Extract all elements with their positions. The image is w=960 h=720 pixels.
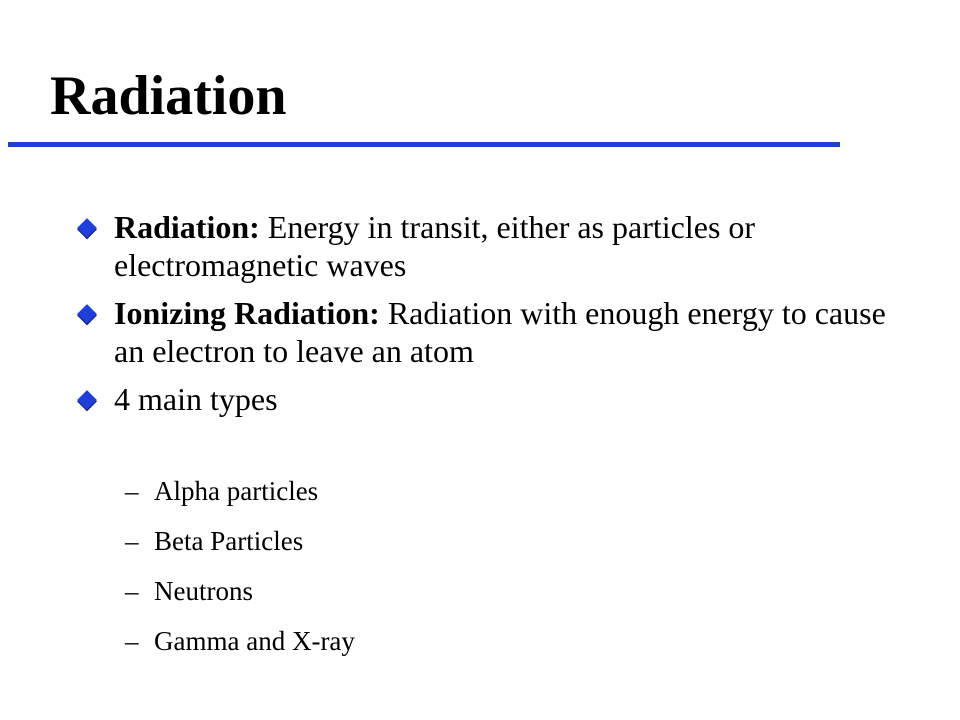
sub-bullet-item <box>125 516 355 566</box>
bullet-text: Radiation with enough energy to cause an electron to leave an atom <box>114 295 886 369</box>
bullet-item <box>80 294 900 370</box>
bullet-item <box>80 208 900 284</box>
diamond-bullet-icon <box>77 390 97 410</box>
sub-bullet-text: Beta Particles <box>154 526 304 556</box>
diamond-bullet-icon <box>77 304 97 324</box>
title-underline <box>8 142 840 147</box>
dash-marker: – <box>125 476 139 506</box>
dash-marker: – <box>125 576 139 606</box>
sub-bullet-item <box>125 616 355 666</box>
bullet-list <box>80 208 900 428</box>
bullet-item <box>80 380 900 418</box>
sub-bullet-item <box>125 466 355 516</box>
sub-bullet-text: Gamma and X-ray <box>154 626 355 656</box>
bullet-text: 4 main types <box>114 381 278 417</box>
bullet-text: Energy in transit, either as particles or electromagnetic waves <box>114 209 756 283</box>
diamond-bullet-icon <box>77 218 97 238</box>
bullet-term: Ionizing Radiation: <box>114 295 380 331</box>
dash-marker: – <box>125 526 139 556</box>
sub-bullet-item <box>125 566 355 616</box>
slide-title: Radiation <box>50 65 287 127</box>
bullet-term: Radiation: <box>114 209 260 245</box>
sub-bullet-list <box>125 466 355 666</box>
dash-marker: – <box>125 626 139 656</box>
sub-bullet-text: Alpha particles <box>154 476 319 506</box>
sub-bullet-text: Neutrons <box>154 576 253 606</box>
